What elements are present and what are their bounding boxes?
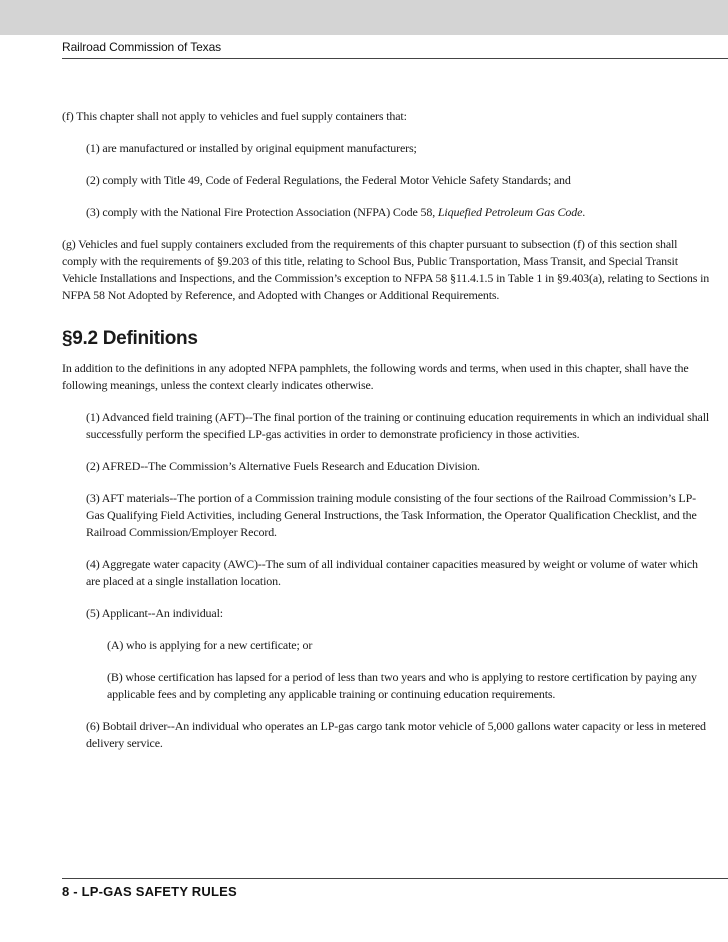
subsection-f-item-3 bbox=[86, 204, 714, 221]
subsection-f-intro: (f) This chapter shall not apply to vehicles and fuel supply containers that: bbox=[62, 109, 407, 123]
page-header-title: Railroad Commission of Texas bbox=[62, 40, 222, 54]
subsection-f-item-2: (2) comply with Title 49, Code of Federal Regulations, the Federal Motor Vehicle Safety Standards; and bbox=[86, 173, 571, 187]
header-bar bbox=[0, 0, 728, 35]
item-3-prefix: (3) comply with the National Fire Protection Association (NFPA) Code 58, bbox=[86, 205, 438, 219]
header-rule bbox=[62, 58, 728, 59]
definition-3: (3) AFT materials--The portion of a Commission training module consisting of the four sections of the Railroad Commission’s LP-Gas Qualifying Field Activities, including General Instructions, the Task Information, the Operator Qualification Checklist, and the Railroad Commission/Employer Record. bbox=[86, 491, 697, 539]
subsection-g: (g) Vehicles and fuel supply containers excluded from the requirements of this chapter pursuant to subsection (f) of this section shall comply with the requirements of §9.203 of this title, relating to School Bus, Public Transportation, Mass Transit, and Special Transit Vehicle Installations and Inspections, and the Commission’s exception to NFPA 58 §11.4.1.5 in Table 1 in §9.403(a), relating to Sections in NFPA 58 Not Adopted by Reference, and Adopted with Changes or Additional Requirements. bbox=[62, 237, 710, 302]
definition-4: (4) Aggregate water capacity (AWC)--The sum of all individual container capacities measured by weight or volume of water which are placed at a single installation location. bbox=[86, 557, 698, 588]
item-3-code-title: Liquefied Petroleum Gas Code bbox=[437, 205, 583, 219]
definition-5-subitem-b: (B) whose certification has lapsed for a period of less than two years and who is applying to restore certification by paying any applicable fees and by completing any applicable training or continuing education requirements. bbox=[107, 670, 697, 701]
definition-6: (6) Bobtail driver--An individual who operates an LP-gas cargo tank motor vehicle of 5,000 gallons water capacity or less in metered delivery service. bbox=[86, 719, 706, 750]
item-3-suffix: . bbox=[582, 205, 586, 219]
page-footer: 8 - LP-GAS SAFETY RULES bbox=[62, 884, 237, 899]
page-content bbox=[62, 108, 714, 767]
section-heading: §9.2 Definitions bbox=[62, 328, 198, 349]
definition-5-subitem-a: (A) who is applying for a new certificate; or bbox=[107, 638, 313, 652]
definition-2: (2) AFRED--The Commission’s Alternative Fuels Research and Education Division. bbox=[86, 459, 480, 473]
definition-5: (5) Applicant--An individual: bbox=[86, 606, 223, 620]
definition-1: (1) Advanced field training (AFT)--The final portion of the training or continuing education requirements in which an individual shall successfully perform the specified LP-gas activities in order to demonstrate proficiency in those activities. bbox=[86, 410, 710, 441]
definitions-intro: In addition to the definitions in any adopted NFPA pamphlets, the following words and terms, when used in this chapter, shall have the following meanings, unless the context clearly indicates otherwise. bbox=[62, 361, 689, 392]
subsection-f-item-1: (1) are manufactured or installed by original equipment manufacturers; bbox=[86, 141, 417, 155]
footer-rule bbox=[62, 878, 728, 879]
